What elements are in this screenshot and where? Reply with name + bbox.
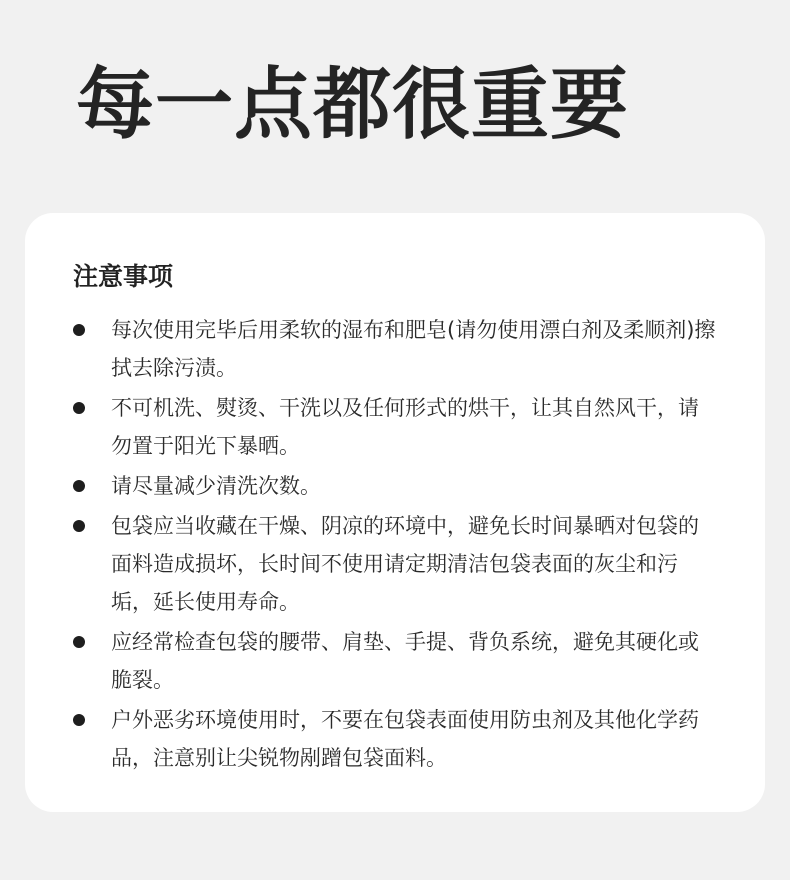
bullet-icon: [73, 402, 85, 414]
list-item-text: 不可机洗、熨烫、干洗以及任何形式的烘干，让其自然风干，请勿置于阳光下暴晒。: [111, 396, 699, 458]
bullet-icon: [73, 714, 85, 726]
list-item: [69, 389, 719, 465]
page-title: 每一点都很重要: [76, 60, 630, 150]
bullet-icon: [73, 480, 85, 492]
list-item: [69, 507, 719, 621]
list-item-text: 包袋应当收藏在干燥、阴凉的环境中，避免长时间暴晒对包袋的面料造成损坏，长时间不使用请定期清洁包袋表面的灰尘和污垢，延长使用寿命。: [111, 514, 699, 614]
list-item: [69, 467, 719, 505]
care-notes-list: [69, 311, 719, 779]
list-item: [69, 623, 719, 699]
list-item-text: 应经常检查包袋的腰带、肩垫、手提、背负系统，避免其硬化或脆裂。: [111, 630, 699, 692]
bullet-icon: [73, 520, 85, 532]
card-heading: 注意事项: [73, 262, 174, 291]
list-item: [69, 701, 719, 777]
list-item: [69, 311, 719, 387]
care-notes-card: [25, 213, 765, 812]
list-item-text: 请尽量减少清洗次数。: [111, 474, 321, 498]
bullet-icon: [73, 636, 85, 648]
bullet-icon: [73, 324, 85, 336]
list-item-text: 每次使用完毕后用柔软的湿布和肥皂(请勿使用漂白剂及柔顺剂)擦拭去除污渍。: [111, 318, 716, 380]
list-item-text: 户外恶劣环境使用时，不要在包袋表面使用防虫剂及其他化学药品，注意别让尖锐物剐蹭包袋面料。: [111, 708, 699, 770]
